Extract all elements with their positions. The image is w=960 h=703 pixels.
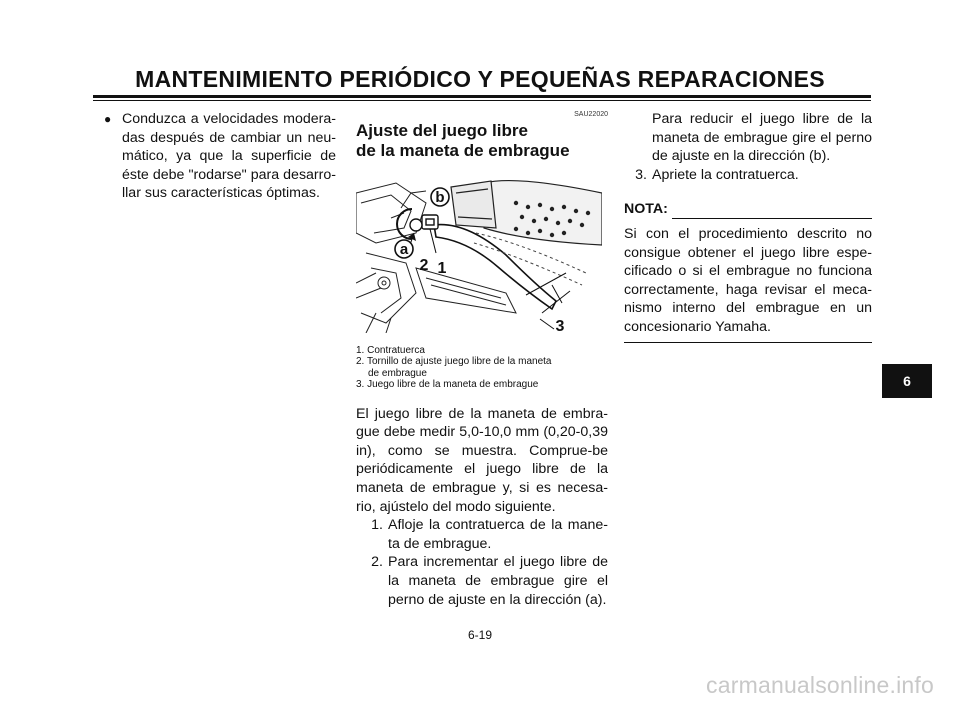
note-label: NOTA:	[624, 201, 668, 218]
note-text: Si con el procedimiento descrito no consigue obtener el juego libre espe-cificado o si el embrague no funciona correctamente, haga revisar el meca-nismo interno del embrague en un concesionario Yamaha.	[624, 225, 872, 335]
step-number: 3.	[635, 166, 647, 183]
section-title-line2: de la maneta de embrague	[356, 141, 570, 160]
figure-label-1: 1	[437, 260, 447, 277]
chapter-tab-label: 6	[903, 373, 911, 389]
step-item	[356, 516, 608, 553]
section-title-line1: Ajuste del juego libre	[356, 121, 528, 140]
bullet-text: Conduzca a velocidades modera-das después de cambiar un neu-mático, ya que la superficie de éste debe "rodarse" para desarro-llar sus características óptimas.	[122, 111, 336, 202]
header-rule-thin	[93, 100, 871, 101]
clutch-lever-figure	[356, 173, 602, 333]
page-header-title: MANTENIMIENTO PERIÓDICO Y PEQUEÑAS REPARACIONES	[135, 66, 825, 92]
figure-label-3: 3	[555, 318, 565, 333]
section-code: SAU22020	[574, 111, 608, 118]
bullet-icon: ●	[104, 112, 112, 126]
caption-2: 2. Tornillo de ajuste juego libre de la maneta	[356, 356, 552, 368]
figure-label-a: a	[399, 241, 409, 258]
bullet-item	[104, 110, 336, 203]
note-rule	[672, 206, 872, 219]
chapter-tab	[882, 364, 932, 398]
watermark: carmanualsonline.info	[706, 672, 934, 698]
step-text: Apriete la contratuerca.	[652, 166, 799, 183]
caption-2-cont: de embrague	[368, 367, 427, 379]
page-number: 6-19	[467, 628, 493, 642]
step-text: Para incrementar el juego libre de la maneta de embrague gire el perno de ajuste en la dirección (a).	[388, 554, 608, 608]
body-paragraph: El juego libre de la maneta de embra-gue debe medir 5,0-10,0 mm (0,20-0,39 in), como se muestra. Comprue-be periódicamente el juego libre de la maneta de embrague y, si es necesa-rio, ajústelo del modo siguiente.	[356, 405, 608, 515]
step-continuation: Para reducir el juego libre de la maneta de embrague gire el perno de ajuste en la dirección (b).	[652, 111, 872, 165]
caption-1: 1. Contratuerca	[356, 345, 425, 356]
header-rule	[93, 95, 871, 98]
column-middle	[356, 110, 608, 609]
figure-label-2: 2	[419, 257, 429, 274]
step-item	[356, 553, 608, 609]
step-number: 2.	[371, 554, 383, 571]
clutch-lever-illustration	[356, 173, 602, 333]
figure-label-b: b	[435, 189, 445, 206]
column-left	[104, 110, 336, 203]
note-heading	[624, 200, 872, 219]
figure-captions	[356, 345, 608, 391]
note-end-rule	[624, 342, 872, 343]
step-text: Afloje la contratuerca de la mane-ta de embrague.	[388, 517, 608, 552]
column-right	[624, 110, 872, 343]
step-number: 1.	[371, 517, 383, 534]
caption-3: 3. Juego libre de la maneta de embrague	[356, 379, 539, 391]
step-item	[624, 166, 872, 185]
section-title	[356, 121, 608, 161]
